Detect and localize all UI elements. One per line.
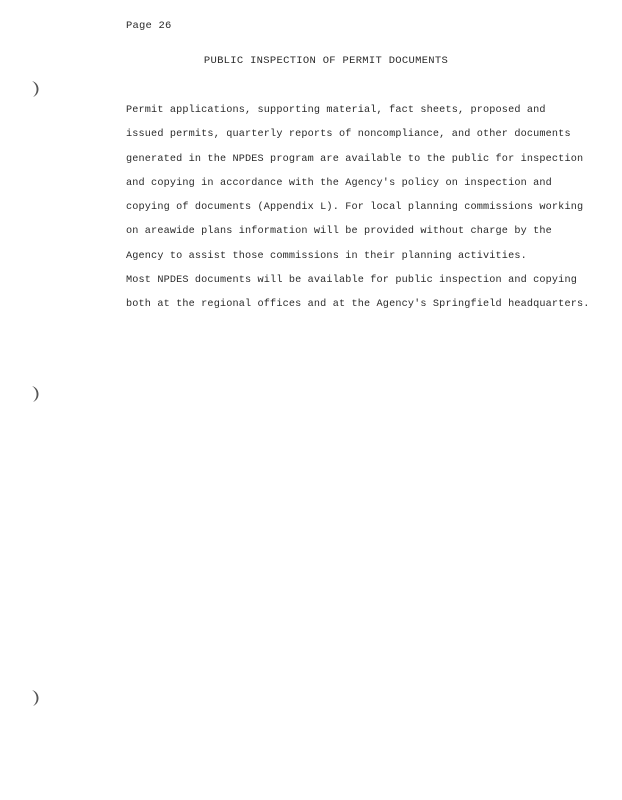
body-line: Most NPDES documents will be available for public inspection and copying: [126, 275, 577, 287]
punch-hole-icon: [30, 689, 42, 707]
body-line: both at the regional offices and at the Agency's Springfield headquarters.: [126, 299, 590, 311]
body-line: on areawide plans information will be provided without charge by the: [126, 226, 552, 238]
punch-hole-icon: [30, 80, 42, 98]
body-line: and copying in accordance with the Agency's policy on inspection and: [126, 177, 552, 189]
body-line: issued permits, quarterly reports of noncompliance, and other documents: [126, 129, 571, 141]
body-line: copying of documents (Appendix L). For local planning commissions working: [126, 202, 584, 214]
body-line: Agency to assist those commissions in their planning activities.: [126, 250, 527, 262]
body-paragraph: [126, 104, 596, 323]
body-line: generated in the NPDES program are available to the public for inspection: [126, 153, 584, 165]
punch-hole-icon: [30, 385, 42, 403]
page-number: Page 26: [126, 20, 172, 32]
page-title: PUBLIC INSPECTION OF PERMIT DOCUMENTS: [203, 55, 449, 67]
body-line: Permit applications, supporting material, fact sheets, proposed and: [126, 105, 546, 116]
